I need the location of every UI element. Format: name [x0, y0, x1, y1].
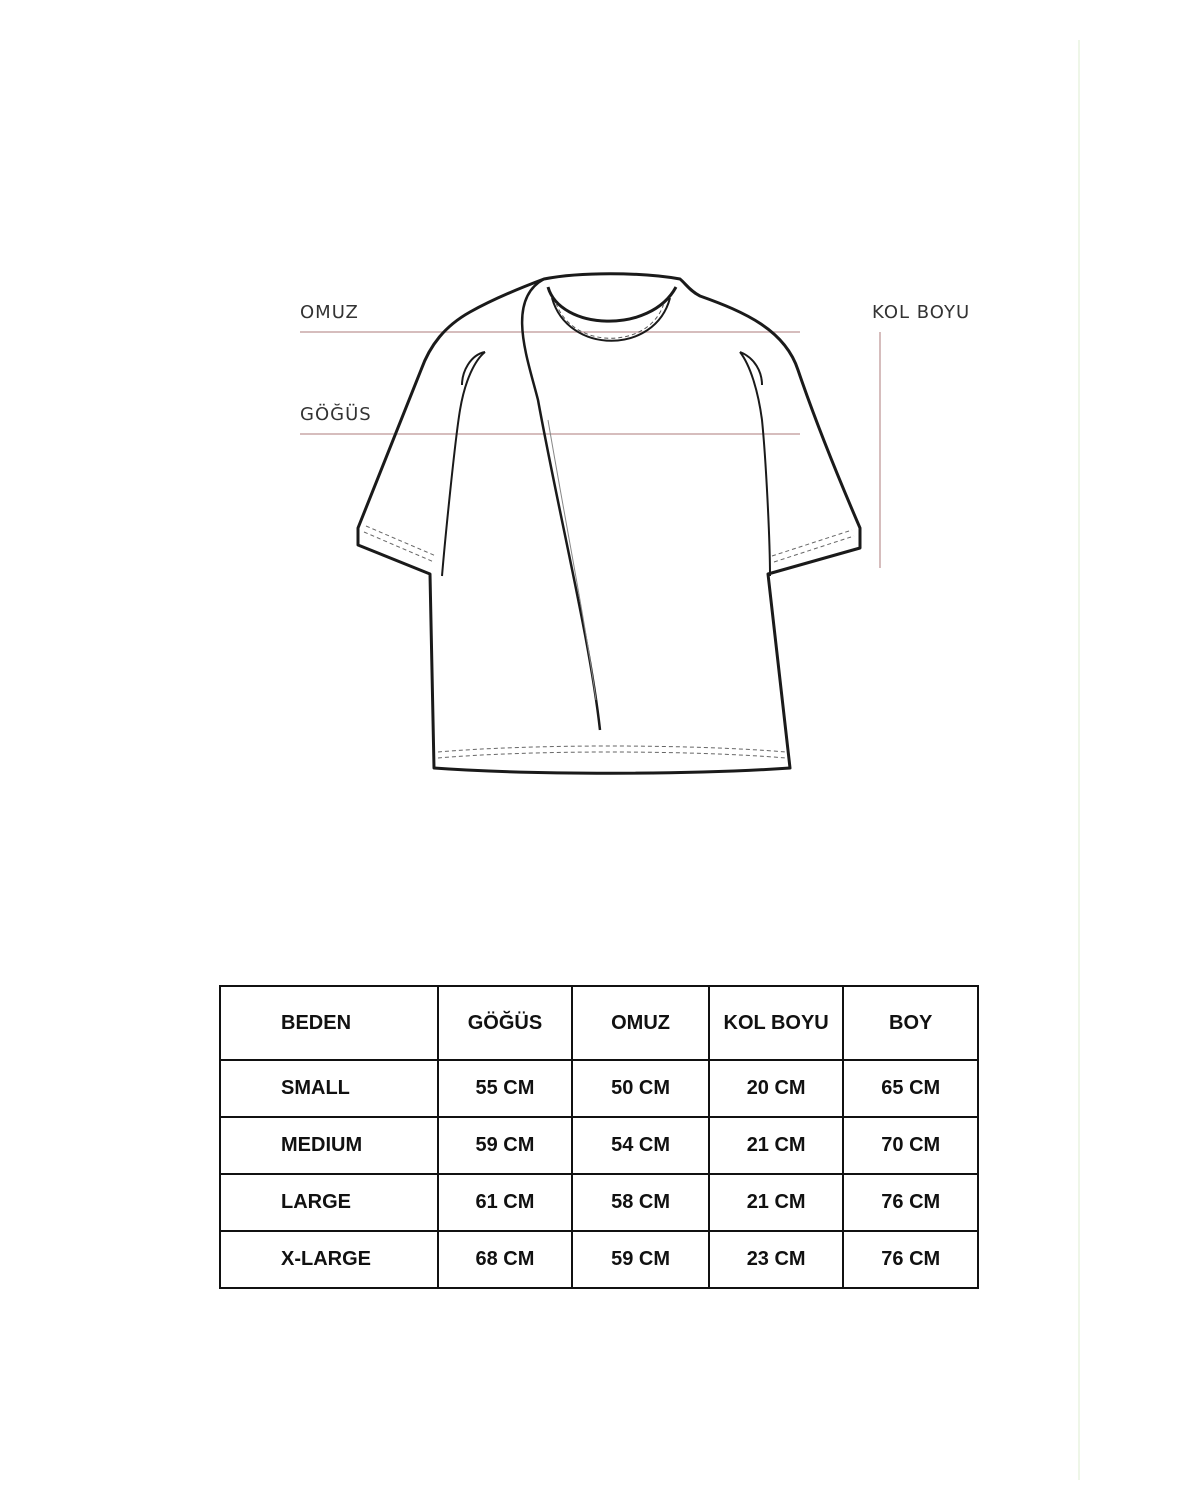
right-sleeve-hem-stitch-2: [774, 536, 854, 562]
sleeve-length-cell: 21 CM: [709, 1117, 844, 1174]
shoulder-cell: 50 CM: [572, 1060, 709, 1117]
table-row: [220, 1231, 978, 1288]
length-cell: 76 CM: [843, 1231, 978, 1288]
sleeve-length-cell: 21 CM: [709, 1174, 844, 1231]
size-chart-table: [219, 985, 979, 1289]
collar-inner: [552, 298, 670, 341]
shoulder-cell: 58 CM: [572, 1174, 709, 1231]
shoulder-label: OMUZ: [300, 302, 359, 323]
table-row: [220, 1060, 978, 1117]
length-cell: 76 CM: [843, 1174, 978, 1231]
size-cell: LARGE: [220, 1174, 438, 1231]
sleeve-length-cell: 20 CM: [709, 1060, 844, 1117]
header-length: BOY: [843, 986, 978, 1060]
header-chest: GÖĞÜS: [438, 986, 573, 1060]
table-header-row: [220, 986, 978, 1060]
chest-cell: 68 CM: [438, 1231, 573, 1288]
chest-cell: 55 CM: [438, 1060, 573, 1117]
shoulder-cell: 59 CM: [572, 1231, 709, 1288]
size-cell: SMALL: [220, 1060, 438, 1117]
left-sleeve-hem-stitch-2: [364, 532, 434, 562]
chest-cell: 61 CM: [438, 1174, 573, 1231]
left-sleeve-seam: [442, 352, 485, 576]
length-cell: 65 CM: [843, 1060, 978, 1117]
right-sleeve-seam: [740, 352, 770, 576]
chest-label: GÖĞÜS: [300, 404, 372, 425]
length-cell: 70 CM: [843, 1117, 978, 1174]
bottom-hem-stitch-2: [438, 752, 786, 758]
chest-cell: 59 CM: [438, 1117, 573, 1174]
size-cell: X-LARGE: [220, 1231, 438, 1288]
sleeve-length-label: KOL BOYU: [872, 302, 971, 323]
header-sleeve-length: KOL BOYU: [709, 986, 844, 1060]
header-size: BEDEN: [220, 986, 438, 1060]
size-cell: MEDIUM: [220, 1117, 438, 1174]
sleeve-length-cell: 23 CM: [709, 1231, 844, 1288]
table-row: [220, 1174, 978, 1231]
shoulder-cell: 54 CM: [572, 1117, 709, 1174]
tshirt-body-outline: [358, 274, 860, 774]
drape-fold-line: [522, 279, 600, 730]
bottom-hem-stitch: [438, 746, 786, 752]
table-row: [220, 1117, 978, 1174]
header-shoulder: OMUZ: [572, 986, 709, 1060]
collar-outer: [548, 287, 676, 321]
